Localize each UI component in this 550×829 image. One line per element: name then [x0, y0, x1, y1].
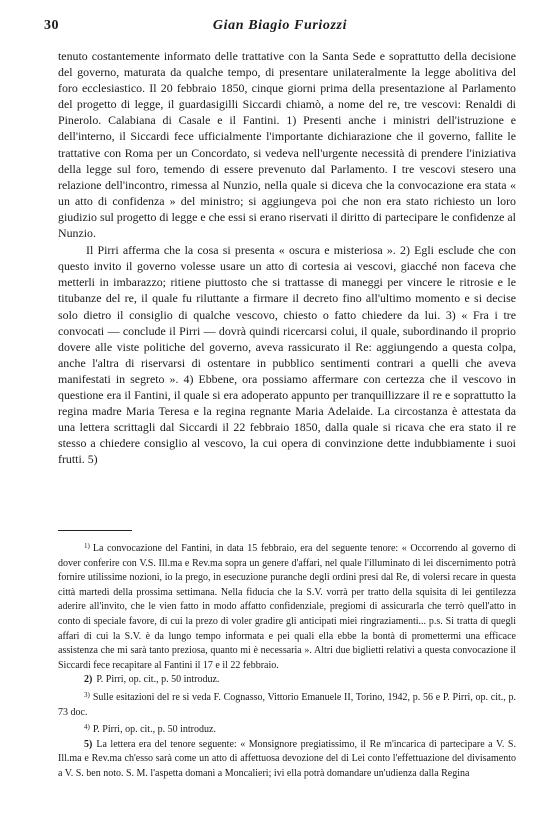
paragraph: Il Pirri afferma che la cosa si presenta « oscura e misteriosa ». 2) Egli esclude che con questo invito il governo volesse usare un atto di cortesia ai vescovi, giacché non faceva che metterli in imbarazzo; ritiene piuttosto che si trattasse di maneggi per vincere le ritrosie e le titubanze del re, il quale fu riluttante a firmare il decreto fino all'ultimo momento e si decise solo dietro il consiglio di qualche vescovo, chiesto o fatto chiedere da lui. 3) « Fra i tre convocati — conclude il Pirri — dovrà quindi ricercarsi colui, il quale, subordinando il proprio dovere alle viste politiche del governo, aveva rassicurato il Re: aggiungendo a questa colpa, anche l'altra di riservarsi di ostentare in pubblico sentimenti contrari a quelli che aveva manifestati in segreto ». 4) Ebbene, ora possiamo affermare con certezza che il vescovo in questione era il Fantini, il quale si era adoperato appunto per tranquillizzare il re e soprattutto la regina madre Maria Teresa e la regina regnante Maria Adelaide. La circostanza è attestata da una lettera scrittagli dal Siccardi il 22 febbraio 1850, dalla quale si ricava che era stato il re stesso a chiedere consiglio al vescovo, la cui opera di convinzione dette indubbiamente i suoi frutti. 5) — [58, 243, 516, 467]
footnote-text: La lettera era del tenore seguente: « Monsignore pregiatissimo, il Re m'incarica di partecipare a V. S. Ill.ma e Rev.ma ch'esso sarà come un atto di affettuosa devozione del di Lei conto l'effettuazione del divisamento a V. S. ben noto. S. M. l'aspetta domani a Moncalieri; ivi ella potrà domandare un'udienza dalla Regina — [58, 738, 516, 779]
footnote-text: La convocazione del Fantini, in data 15 febbraio, era del seguente tenore: « Occorrendo al governo di dover conferire con V.S. Ill.ma e Rev.ma sopra un genere d'affari, nel quale l'illuminato di lei discernimento potrà fornire utilissime nozioni, io la prego, in esecuzione puranche degli ordini presi dal Re, di volersi recare in questa città martedì della prossima settimana. Nella fiducia che la S.V. vorrà per tratto della squisita di lei gentilezza aderire all'invito, che le vien fatto in modo affatto confidenziale, pregiomi di assicurarla che terrò quell'atto in conto di speciale favore, di cui la prezo di voler gradire gli anticipati miei ringraziamenti... p.s. Si tratta di quegli affari di cui la S.V. è da lungo tempo informata e pei quali ella ebbe la bontà di promettermi una efficace assistenza che mi sarà tanto preziosa, quanto mi è necessaria ». Altri due biglietti relativi a questa convocazione il Siccardi fece recapitare al Fantini il 17 e il 22 febbraio. — [58, 543, 516, 671]
footnote — [58, 673, 516, 688]
footnote — [58, 738, 516, 782]
footnote-marker: 1) — [84, 542, 90, 550]
footnote-separator — [58, 530, 132, 531]
footnote-text: P. Pirri, op. cit., p. 50 introduz. — [92, 724, 216, 736]
page-number: 30 — [44, 18, 59, 33]
footnote-number: 2) — [84, 674, 93, 686]
footnotes — [58, 539, 516, 782]
paragraph: tenuto costantemente informato delle trattative con la Santa Sede e soprattutto della decisione del governo, maturata da qualche tempo, di presentare unilateralmente la legge abolitiva del foro ecclesiastico. Il 20 febbraio 1850, cinque giorni prima della presentazione al Parlamento del progetto di legge, il guardasigilli Siccardi chiamò, a nome del re, tre vescovi: Renaldi di Pinerolo. Calabiana di Casale e il Fantini. 1) Presenti anche i ministri dell'istruzione e dell'interno, il Siccardi fece ufficialmente l'importante dichiarazione che il governo, fallite le trattative con Roma per un Concordato, si vedeva nell'urgente necessità di prendere l'iniziativa della legge sul foro, temendo di essere prevenuto dal Parlamento. I tre vescovi stesero una relazione dell'incontro, rimessa al Nunzio, nella quale si diceva che la convocazione era stata « un atto di confidenza » del ministro; si aggiungeva poi che non era stato richiesto un loro giudizio sul progetto di legge e che essi si erano riservati il diritto di partecipare le confidenze al Nunzio. — [58, 49, 516, 241]
running-title: Gian Biagio Furiozzi — [212, 18, 348, 33]
footnote — [58, 720, 516, 738]
footnote-text: Sulle esitazioni del re si veda F. Cognasso, Vittorio Emanuele II, Torino, 1942, p. 56 e P. Pirri, op. cit., p. 73 doc. — [58, 691, 516, 718]
footnote-number: 5) — [84, 738, 93, 750]
body-text — [58, 48, 516, 468]
footnote — [58, 539, 516, 673]
footnote — [58, 688, 516, 720]
footnote-marker: 3) — [84, 690, 90, 699]
page-header — [44, 14, 516, 36]
footnote-text: P. Pirri, op. cit., p. 50 introduz. — [96, 674, 220, 686]
footnote-marker: 4) — [84, 723, 90, 732]
